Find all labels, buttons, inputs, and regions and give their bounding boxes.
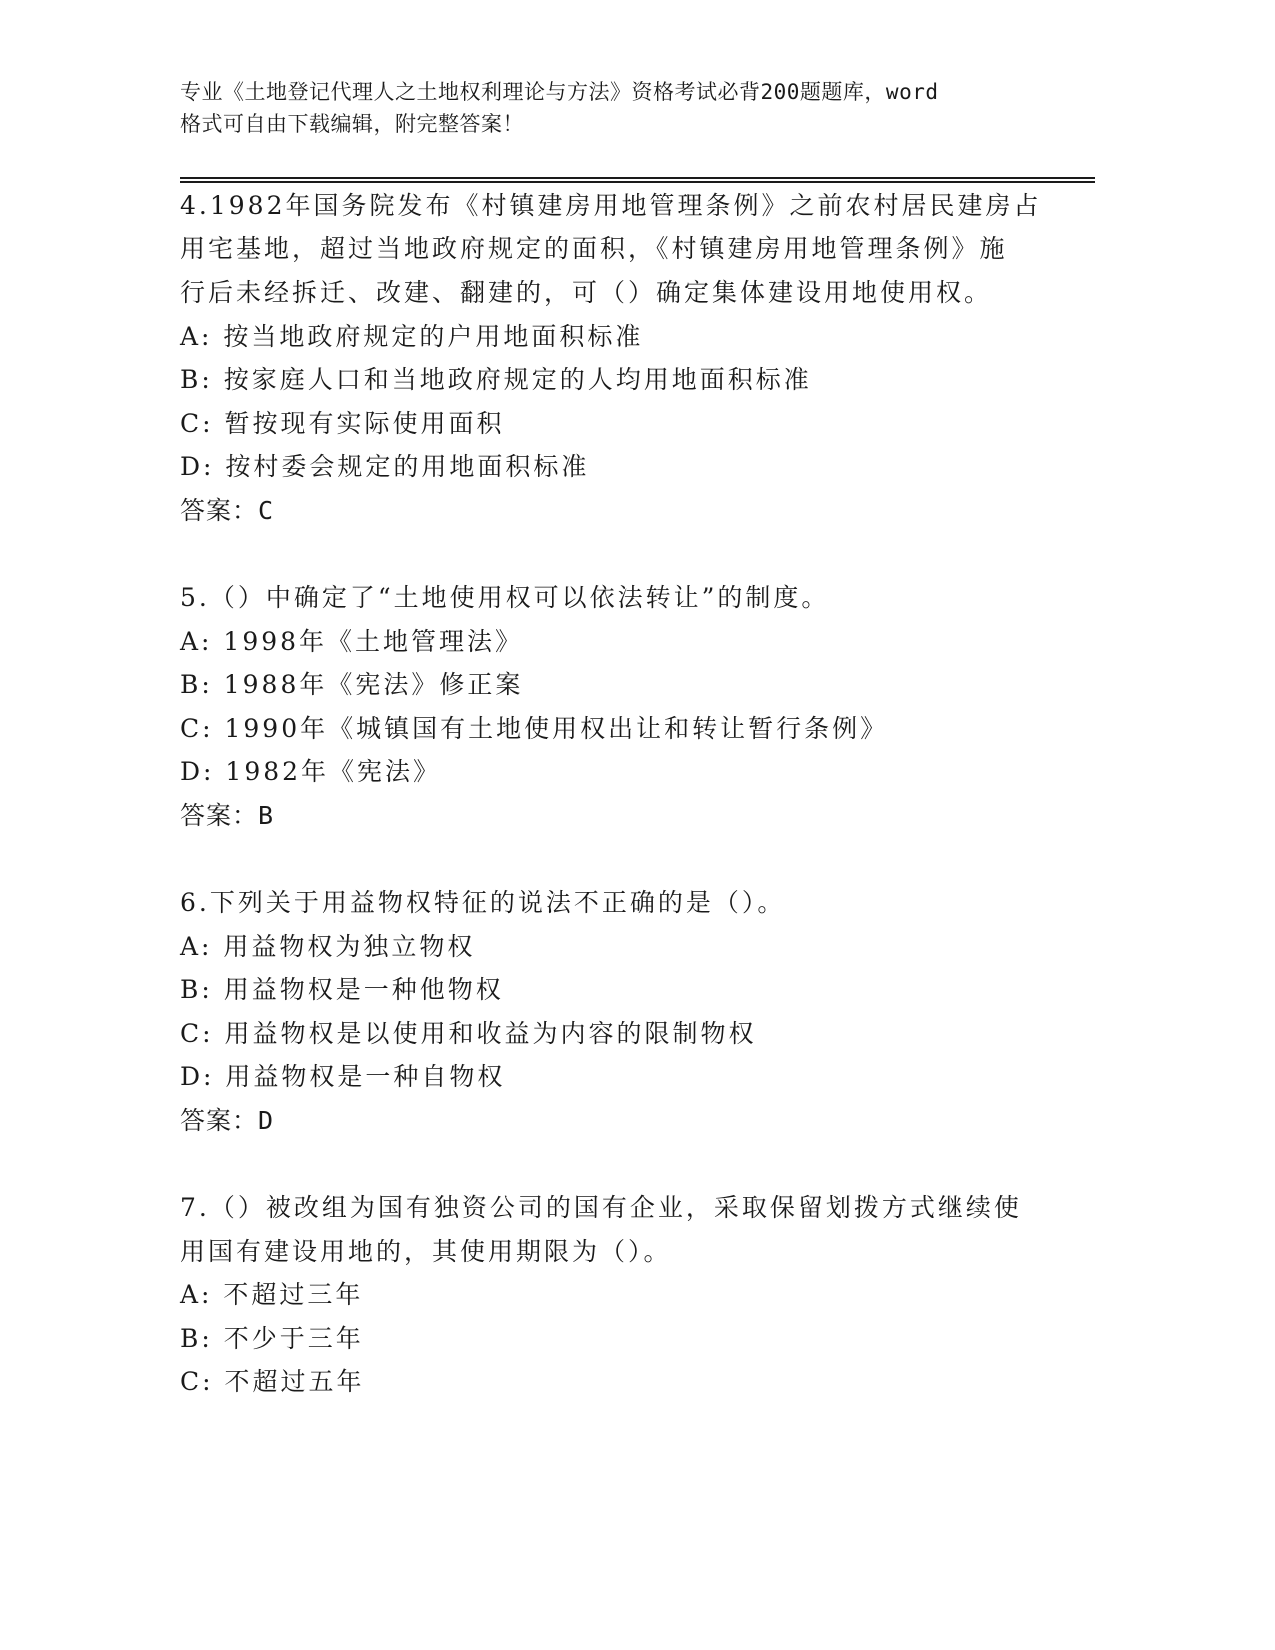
question-4-option-a: A: 按当地政府规定的户用地面积标准 [180,322,644,351]
question-6-option-d: D: 用益物权是一种自物权 [180,1062,506,1091]
question-5-option-a: A: 1998年《土地管理法》 [180,627,524,656]
question-4-option-c: C: 暂按现有实际使用面积 [180,409,505,438]
question-4-answer: 答案：C [180,496,275,525]
question-7-option-c: C: 不超过五年 [180,1367,365,1396]
document-title-line-1: 专业《土地登记代理人之土地权利理论与方法》资格考试必背200题题库，word [180,80,939,104]
question-4-text-line-2: 用宅基地，超过当地政府规定的面积，《村镇建房用地管理条例》施 [180,234,1008,263]
question-6-answer: 答案：D [180,1106,275,1135]
question-7-option-a: A: 不超过三年 [180,1280,364,1309]
question-4-option-b: B: 按家庭人口和当地政府规定的人均用地面积标准 [180,365,812,394]
question-5-option-b: B: 1988年《宪法》修正案 [180,670,524,699]
question-5-option-c: C: 1990年《城镇国有土地使用权出让和转让暂行条例》 [180,714,889,743]
question-6-option-c: C: 用益物权是以使用和收益为内容的限制物权 [180,1019,757,1048]
question-6-text-line-1: 6.下列关于用益物权特征的说法不正确的是（）。 [180,888,786,917]
document-title-line-2: 格式可自由下载编辑，附完整答案！ [180,112,524,136]
header-double-rule [180,177,1095,183]
question-4-text-line-3: 行后未经拆迁、改建、翻建的，可（）确定集体建设用地使用权。 [180,278,993,307]
question-7-text-line-2: 用国有建设用地的，其使用期限为（）。 [180,1237,672,1266]
question-4-option-d: D: 按村委会规定的用地面积标准 [180,452,590,481]
question-7-option-b: B: 不少于三年 [180,1324,364,1353]
question-5-text-line-1: 5.（）中确定了“土地使用权可以依法转让”的制度。 [180,583,830,612]
question-7-text-line-1: 7.（）被改组为国有独资公司的国有企业，采取保留划拨方式继续使 [180,1193,1022,1222]
question-5-option-d: D: 1982年《宪法》 [180,757,442,786]
question-6-option-b: B: 用益物权是一种他物权 [180,975,504,1004]
question-6-option-a: A: 用益物权为独立物权 [180,932,476,961]
question-4-text-line-1: 4.1982年国务院发布《村镇建房用地管理条例》之前农村居民建房占 [180,191,1042,220]
question-5-answer: 答案：B [180,801,275,830]
